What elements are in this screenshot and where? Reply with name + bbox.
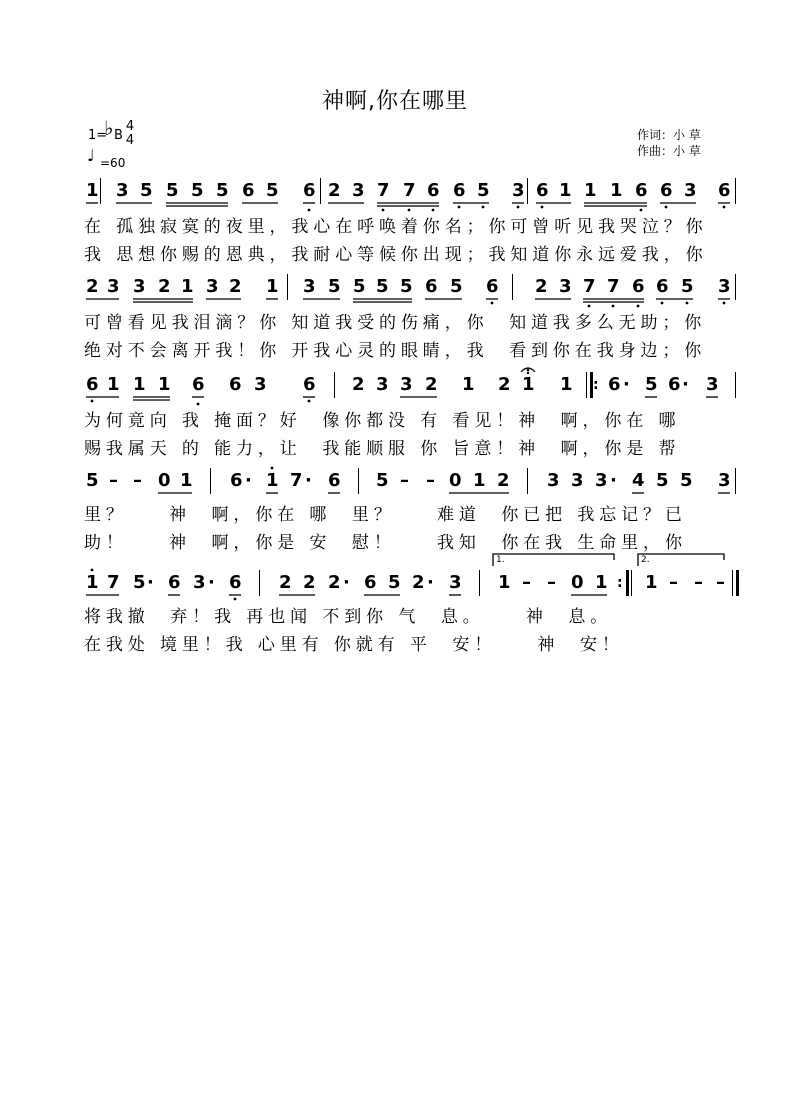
notation-line-2	[0, 276, 790, 306]
lyrics-verse-2: 在我处 境里！我 心里有 你就有 平 安！ 神 安！	[84, 635, 624, 655]
note-glyph: 1	[266, 276, 279, 297]
note-glyph: 7	[107, 572, 120, 593]
quarter-note-icon: ♩	[87, 146, 95, 165]
note-glyph: 3	[133, 276, 146, 297]
note-glyph: 3	[512, 180, 525, 201]
note-glyph: 7	[290, 470, 303, 491]
note-glyph: 1	[498, 572, 511, 593]
note-glyph: 0	[449, 470, 462, 491]
note-glyph: 3	[206, 276, 219, 297]
note-glyph: 1	[181, 276, 194, 297]
notation-line-5	[0, 555, 790, 602]
note-glyph: 6	[168, 572, 181, 593]
note-glyph: –	[716, 572, 725, 593]
note-glyph: 6	[660, 180, 673, 201]
notation-line-4	[0, 470, 790, 500]
key-note: B	[114, 128, 123, 143]
note-glyph: 2	[279, 572, 292, 593]
note-glyph: 3	[706, 374, 719, 395]
note-glyph: 4	[632, 470, 645, 491]
note-glyph: 5	[166, 180, 179, 201]
note-glyph: :	[617, 575, 623, 591]
note-glyph: 0	[571, 572, 584, 593]
lyrics-verse-1: 将我撤 弃！我 再也闻 不到你 气 息。 神 息。	[84, 607, 613, 627]
note-glyph: 5	[266, 180, 279, 201]
note-glyph: 6	[328, 470, 341, 491]
note-glyph: 6	[425, 276, 438, 297]
note-glyph: 5	[140, 180, 153, 201]
note-glyph: 5	[376, 276, 389, 297]
note-glyph: 6	[364, 572, 377, 593]
note-glyph: 2	[86, 276, 99, 297]
note-glyph: 3	[400, 374, 413, 395]
note-glyph: 6	[656, 276, 669, 297]
note-glyph: 3	[684, 180, 697, 201]
note-glyph: 3	[376, 374, 389, 395]
note-glyph: :	[593, 377, 599, 393]
credits	[637, 127, 701, 159]
note-glyph: 3	[352, 180, 365, 201]
note-glyph: 1	[610, 180, 623, 201]
note-glyph: 1	[584, 180, 597, 201]
note-glyph: 3	[718, 470, 731, 491]
note-glyph: 7	[607, 276, 620, 297]
volta-2-label: 2.	[641, 555, 650, 565]
note-glyph: ·	[427, 572, 434, 593]
note-glyph: 5	[388, 572, 401, 593]
note-glyph: 3	[449, 572, 462, 593]
note-glyph: 5	[645, 374, 658, 395]
note-glyph: 6	[230, 470, 243, 491]
note-glyph: 2	[328, 572, 341, 593]
lyrics-verse-1: 为何竟向 我 掩面？好 像你都没 有 看见！神 啊，你在 哪	[84, 411, 681, 431]
note-glyph: 6	[427, 180, 440, 201]
note-glyph: –	[547, 572, 556, 593]
note-glyph: 1	[86, 180, 99, 201]
time-signature-bottom: 4	[125, 133, 135, 148]
note-glyph: 1	[462, 374, 475, 395]
time-signature-top: 4	[125, 119, 135, 134]
lyrics-verse-2: 助！ 神 啊，你是 安 慰！ 我知 你在我 生命里，你	[84, 533, 687, 553]
note-glyph: 6	[536, 180, 549, 201]
tempo-marking: =60	[100, 156, 126, 170]
lyrics-verse-1: 里？ 神 啊，你在 哪 里？ 难道 你已把 我忘记？已	[84, 505, 687, 525]
note-glyph: 1	[595, 572, 608, 593]
note-glyph: ·	[305, 470, 312, 491]
note-glyph: 1	[645, 572, 658, 593]
lyrics-verse-2: 赐我属天 的 能力，让 我能顺服 你 旨意！神 啊，你是 帮	[84, 439, 681, 459]
note-glyph: 3	[254, 374, 267, 395]
note-glyph: ·	[147, 572, 154, 593]
note-glyph: 5	[328, 276, 341, 297]
note-glyph: 6	[632, 276, 645, 297]
flat-icon: ♭	[104, 116, 114, 140]
note-glyph: 3	[303, 276, 316, 297]
lyrics-verse-2: 绝对不会离开我！你 开我心灵的眼睛，我 看到你在我身边；你	[84, 341, 707, 361]
note-glyph: –	[694, 572, 703, 593]
note-glyph: –	[426, 470, 435, 491]
note-glyph: 2	[497, 470, 510, 491]
note-glyph: –	[522, 572, 531, 593]
note-glyph: 1	[560, 374, 573, 395]
note-glyph: 7	[403, 180, 416, 201]
note-glyph: ·	[343, 572, 350, 593]
note-glyph: 5	[680, 470, 693, 491]
note-glyph: 3	[559, 276, 572, 297]
note-glyph: 1	[86, 572, 99, 593]
note-glyph: 6	[668, 374, 681, 395]
note-glyph: ·	[682, 374, 689, 395]
note-glyph: 3	[595, 470, 608, 491]
note-glyph: 5	[477, 180, 490, 201]
note-glyph: 2	[328, 180, 341, 201]
note-glyph: 3	[107, 276, 120, 297]
note-glyph: 7	[377, 180, 390, 201]
note-glyph: 2	[535, 276, 548, 297]
note-glyph: 2	[229, 276, 242, 297]
note-glyph: 6	[242, 180, 255, 201]
note-glyph: 5	[400, 276, 413, 297]
note-glyph: 0	[158, 470, 171, 491]
lyricist-credit: 作词：小 草	[637, 128, 701, 142]
notation-line-3	[0, 374, 790, 404]
composer-credit: 作曲：小 草	[637, 144, 701, 158]
note-glyph: 5	[133, 572, 146, 593]
note-glyph: 3	[193, 572, 206, 593]
note-glyph: 5	[353, 276, 366, 297]
note-glyph: 5	[656, 470, 669, 491]
note-glyph: 5	[376, 470, 389, 491]
note-glyph: 1	[180, 470, 193, 491]
note-glyph: 5	[86, 470, 99, 491]
note-glyph: 6	[486, 276, 499, 297]
note-glyph: 2	[425, 374, 438, 395]
note-glyph: 5	[450, 276, 463, 297]
note-glyph: –	[109, 470, 118, 491]
note-glyph: 5	[191, 180, 204, 201]
key-signature-label: 1=	[88, 128, 108, 143]
note-glyph: 1	[559, 180, 572, 201]
note-glyph: 6	[303, 374, 316, 395]
note-glyph: ·	[610, 470, 617, 491]
note-glyph: 6	[635, 180, 648, 201]
note-glyph: 7	[583, 276, 596, 297]
note-glyph: 3	[571, 470, 584, 491]
note-glyph: ·	[208, 572, 215, 593]
note-glyph: 1	[158, 374, 171, 395]
note-glyph: ·	[245, 470, 252, 491]
note-glyph: 2	[303, 572, 316, 593]
note-glyph: 6	[718, 180, 731, 201]
note-glyph: 1	[133, 374, 146, 395]
song-title: 神啊,你在哪里	[322, 89, 468, 114]
note-glyph: 1	[266, 470, 279, 491]
note-glyph: 1	[473, 470, 486, 491]
lyrics-verse-1: 在 孤独寂寞的夜里，我心在呼唤着你名；你可曾听见我哭泣？你	[84, 217, 708, 237]
lyrics-verse-2: 我 思想你赐的恩典，我耐心等候你出现；我知道你永远爱我，你	[84, 245, 708, 265]
note-glyph: 3	[718, 276, 731, 297]
note-glyph: 6	[229, 572, 242, 593]
note-glyph: ·	[623, 374, 630, 395]
note-glyph: 1	[107, 374, 120, 395]
note-glyph: 5	[681, 276, 694, 297]
note-glyph: 6	[608, 374, 621, 395]
note-glyph: –	[669, 572, 678, 593]
note-glyph: 6	[453, 180, 466, 201]
note-glyph: 2	[352, 374, 365, 395]
note-glyph: 1	[522, 374, 535, 395]
note-glyph: –	[400, 470, 409, 491]
note-glyph: 6	[303, 180, 316, 201]
note-glyph: 6	[86, 374, 99, 395]
notation-line-1	[0, 180, 790, 210]
lyrics-verse-1: 可曾看见我泪滴？你 知道我受的伤痛，你 知道我多么无助；你	[84, 313, 707, 333]
time-signature	[124, 120, 136, 148]
note-glyph: 2	[412, 572, 425, 593]
note-glyph: 6	[192, 374, 205, 395]
note-glyph: –	[133, 470, 142, 491]
note-glyph: 6	[229, 374, 242, 395]
note-glyph: 2	[158, 276, 171, 297]
note-glyph: 3	[547, 470, 560, 491]
note-glyph: 2	[498, 374, 511, 395]
note-glyph: 5	[216, 180, 229, 201]
volta-1-label: 1.	[496, 555, 505, 565]
note-glyph: 3	[116, 180, 129, 201]
